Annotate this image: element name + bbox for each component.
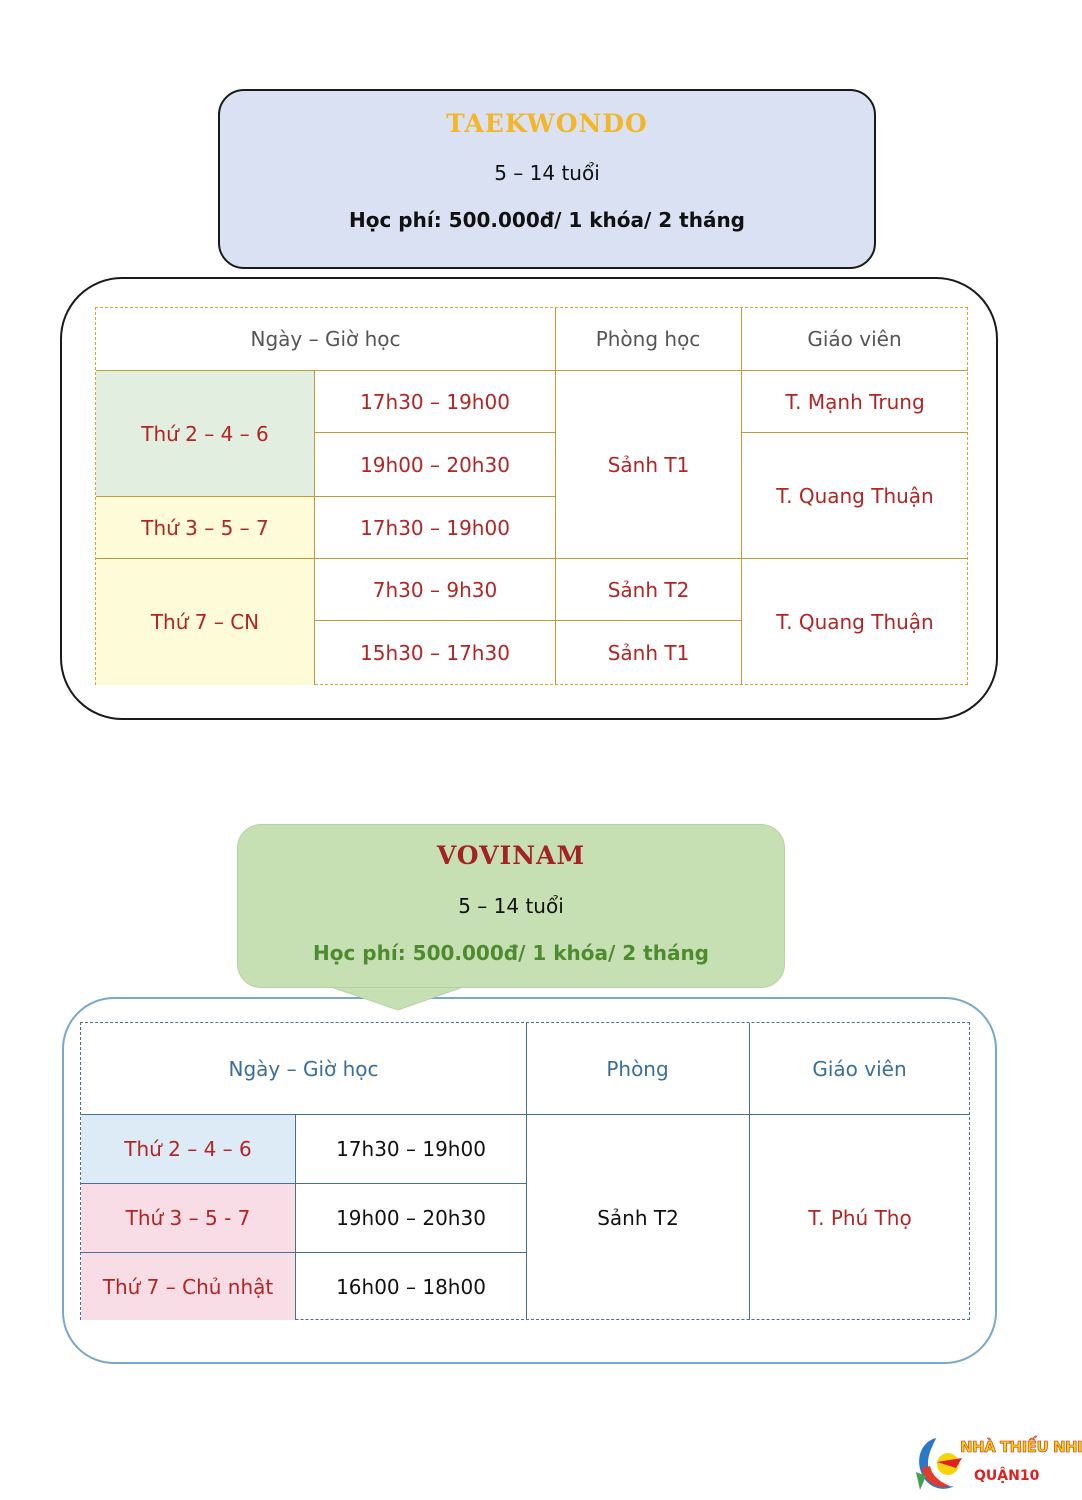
time-slot: 15h30 – 17h30 <box>360 641 510 665</box>
vovinam-fee: Học phí: 500.000đ/ 1 khóa/ 2 tháng <box>313 941 709 965</box>
room: Sảnh T2 <box>607 578 690 602</box>
nha-thieu-nhi-logo <box>910 1432 1082 1496</box>
time-slot: 17h30 – 19h00 <box>360 390 510 414</box>
day-weekend: Thứ 7 – Chủ nhật <box>102 1274 274 1299</box>
vovinam-title: VOVINAM <box>436 841 586 870</box>
time-slot: 19h00 – 20h30 <box>336 1206 486 1230</box>
teacher: T. Mạnh Trung <box>785 390 925 414</box>
room: Sảnh T2 <box>597 1205 679 1230</box>
taekwondo-fee: Học phí: 500.000đ/ 1 khóa/ 2 tháng <box>349 208 745 232</box>
time-slot: 7h30 – 9h30 <box>372 578 498 602</box>
taekwondo-schedule-table <box>95 307 968 685</box>
header-teacher: Giáo viên <box>812 1056 907 1081</box>
header-teacher: Giáo viên <box>807 327 902 351</box>
taekwondo-age: 5 – 14 tuổi <box>494 161 600 185</box>
day-mon-wed-fri: Thứ 2 – 4 – 6 <box>141 422 269 446</box>
room: Sảnh T1 <box>607 453 690 477</box>
room: Sảnh T1 <box>607 641 690 665</box>
vovinam-age: 5 – 14 tuổi <box>458 894 564 918</box>
time-slot: 17h30 – 19h00 <box>336 1137 486 1161</box>
time-slot: 19h00 – 20h30 <box>360 453 510 477</box>
teacher: T. Phú Thọ <box>808 1205 912 1230</box>
day-mon-wed-fri: Thứ 2 – 4 – 6 <box>124 1137 252 1161</box>
teacher: T. Quang Thuận <box>776 610 934 634</box>
logo-line-1: NHÀ THIẾU NHI <box>960 1438 1082 1456</box>
time-slot: 16h00 – 18h00 <box>336 1274 486 1299</box>
header-schedule: Ngày – Giờ học <box>250 327 401 351</box>
day-tue-thu-sat: Thứ 3 – 5 – 7 <box>141 516 269 540</box>
header-schedule: Ngày – Giờ học <box>228 1056 379 1081</box>
vovinam-schedule-table <box>80 1022 970 1320</box>
header-room: Phòng <box>606 1056 669 1081</box>
day-tue-thu-sat: Thứ 3 – 5 - 7 <box>125 1206 251 1230</box>
teacher: T. Quang Thuận <box>776 484 934 508</box>
taekwondo-title: TAEKWONDO <box>446 109 648 138</box>
logo-line-2: QUẬN10 <box>974 1468 1040 1484</box>
header-room: Phòng học <box>595 327 701 351</box>
time-slot: 17h30 – 19h00 <box>360 516 510 540</box>
taekwondo-header-box <box>218 89 876 269</box>
vovinam-header-callout <box>237 824 785 988</box>
day-weekend: Thứ 7 – CN <box>150 610 260 634</box>
